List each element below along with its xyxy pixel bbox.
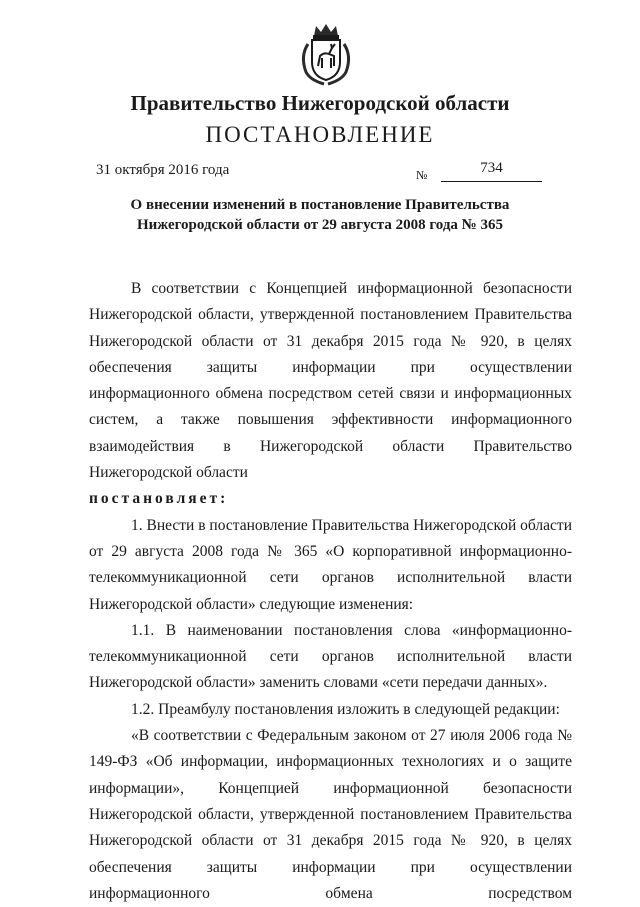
number-label: № — [416, 168, 428, 182]
subject-line-2: Нижегородской области от 29 августа 2008 года № 365 — [136, 217, 504, 233]
item-1-1-paragraph: 1.1. В наименовании постановления слова «информационно-телекоммуникационной сети органов исполнительной власти Нижегородской области» заменить словами «сети передачи данных». — [89, 621, 572, 692]
document-type: ПОСТАНОВЛЕНИЕ — [205, 122, 435, 147]
preamble-paragraph: В соответствии с Концепцией информационной безопасности Нижегородской области, утвержденной постановлением Правительства Нижегородской области от 31 декабря 2015 года № 920, в целях обеспечения защиты информации при осуществлении информационного обмена посредством сетей связи и информационных систем, а также повышения эффективности информационного взаимодействия в Нижегородской области Правительство Нижегородской области — [89, 280, 572, 482]
item-1-paragraph: 1. Внести в постановление Правительства Нижегородской области от 29 августа 2008 года № 365 «О корпоративной информационно-телекоммуникационной сети органов исполнительной власти Нижегородской области» следующие изменения: — [89, 516, 572, 613]
document-date: 31 октября 2016 года — [96, 162, 230, 178]
coat-of-arms-icon — [298, 22, 354, 86]
number-underline — [441, 181, 542, 182]
resolves-word: постановляет: — [89, 490, 229, 508]
organization-name: Правительство Нижегородской области — [130, 91, 510, 115]
resolves-paragraph — [89, 486, 572, 512]
item-1-2-paragraph: 1.2. Преамбулу постановления изложить в следующей редакции: — [131, 700, 560, 718]
document-subject — [80, 195, 560, 235]
quoted-preamble-paragraph: «В соответствии с Федеральным законом от 27 июля 2006 года № 149-ФЗ «Об информации, информационных технологиях и о защите информации», Концепцией информационной безопасности Нижегородской области, утвержденной постановлением Правительства Нижегородской области от 31 декабря 2015 года № 920, в целях обеспечения защиты информации при осуществлении информационного обмена посредством — [89, 727, 572, 902]
document-body — [89, 276, 572, 907]
subject-line-1: О внесении изменений в постановление Правительства — [130, 197, 510, 213]
document-number: 734 — [480, 160, 503, 176]
